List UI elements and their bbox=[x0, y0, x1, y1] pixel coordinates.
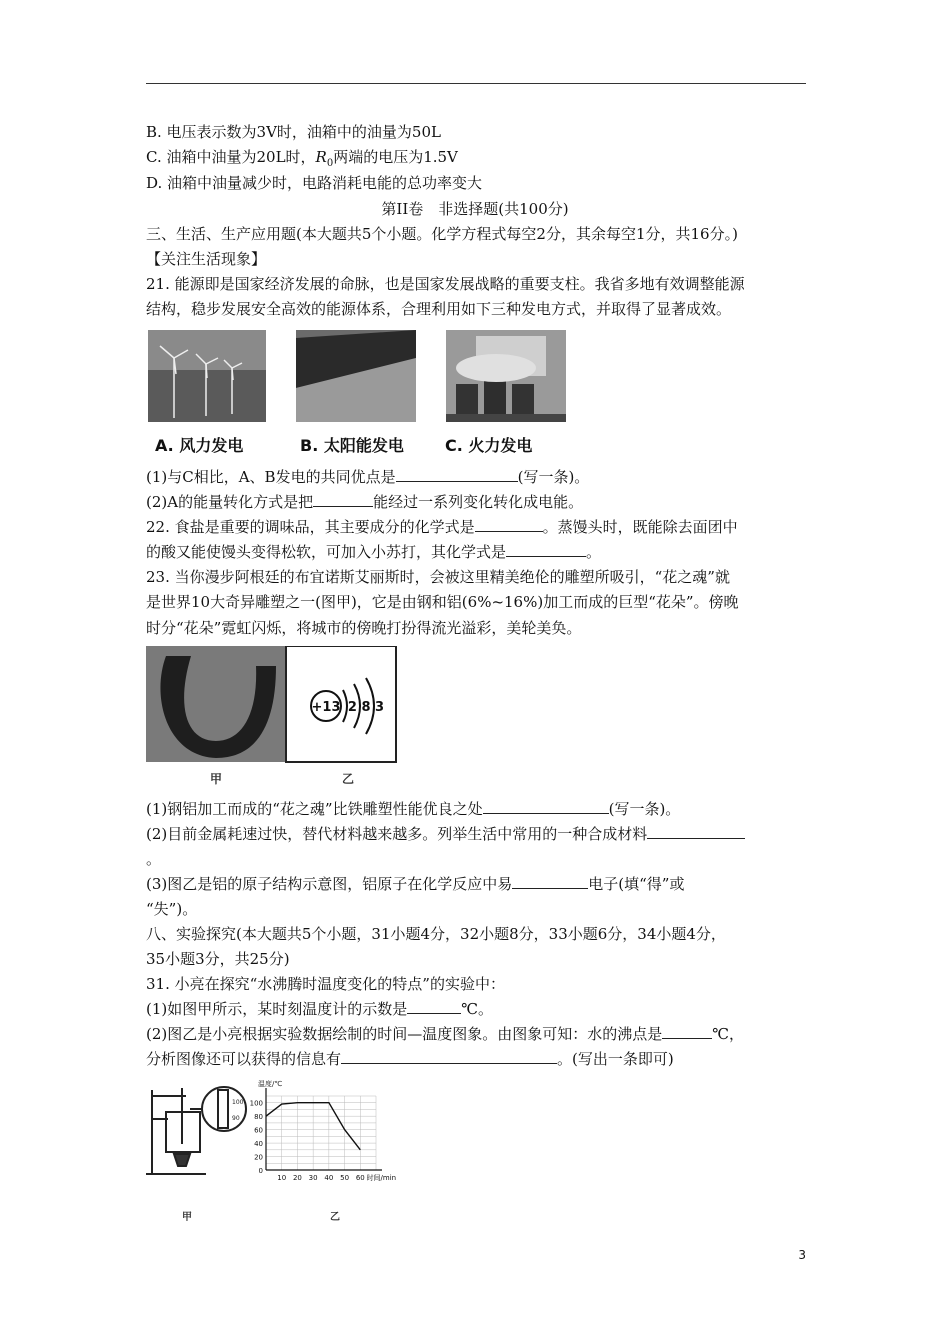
thermometer-90: 90 bbox=[232, 1115, 240, 1122]
q23-3-end: “失”)。 bbox=[146, 900, 198, 918]
y-axis-label: 温度/℃ bbox=[258, 1080, 283, 1088]
x-tick-label: 30 bbox=[308, 1174, 318, 1182]
y-tick-label: 20 bbox=[254, 1153, 263, 1162]
label-wind: A. 风力发电 bbox=[155, 436, 244, 455]
section-8-header: 八、实验探究(本大题共5个小题，31小题4分，32小题8分，33小题6分，34小题4分， bbox=[146, 925, 726, 943]
caption-yi-3: 乙 bbox=[330, 1212, 340, 1223]
q31-2: (2)图乙是小亮根据实验数据绘制的时间—温度图象。由图象可知：水的沸点是 ℃， bbox=[146, 1025, 745, 1043]
y-tick-label: 60 bbox=[254, 1126, 263, 1135]
q31-3: 分析图像还可以获得的信息有 。(写出一条即可) bbox=[146, 1050, 674, 1068]
x-tick-label: 10 bbox=[277, 1174, 287, 1182]
q21-2: (2)A的能量转化方式是把 能经过一系列变化转化成电能。 bbox=[146, 493, 584, 511]
q23-text-3: 时分“花朵”霓虹闪烁，将城市的傍晚打扮得流光溢彩，美轮美奂。 bbox=[146, 619, 582, 637]
x-tick-label: 40 bbox=[324, 1174, 334, 1182]
nucleus-label: +13 bbox=[311, 700, 341, 715]
q23-3: (3)图乙是铝的原子结构示意图，铝原子在化学反应中易 电子(填“得”或 bbox=[146, 875, 685, 893]
q31-1: (1)如图甲所示，某时刻温度计的示数是 ℃。 bbox=[146, 1000, 494, 1018]
q23-2-end: 。 bbox=[146, 850, 162, 868]
label-solar: B. 太阳能发电 bbox=[300, 436, 404, 455]
q23-text-1: 23. 当你漫步阿根廷的布宜诺斯艾丽斯时，会被这里精美绝伦的雕塑所吸引，“花之魂”就 bbox=[146, 568, 730, 586]
q22-1: 22. 食盐是重要的调味品，其主要成分的化学式是 。蒸馒头时，既能除去面团中 bbox=[146, 518, 738, 536]
q21-1: (1)与C相比，A、B发电的共同优点是 (写一条)。 bbox=[146, 468, 590, 486]
sculpture-atom-figure bbox=[146, 646, 398, 766]
q23-2: (2)目前金属耗速过快，替代材料越来越多。列举生活中常用的一种合成材料 bbox=[146, 824, 745, 844]
y-tick-label: 0 bbox=[258, 1167, 263, 1175]
boiling-experiment-figure bbox=[146, 1074, 416, 1202]
x-tick-label: 50 bbox=[340, 1174, 350, 1182]
q21-text-1: 21. 能源即是国家经济发展的命脉，也是国家发展战略的重要支柱。我省多地有效调整能源 bbox=[146, 275, 745, 293]
shell-labels: 2 8 3 bbox=[347, 700, 385, 715]
header-rule bbox=[146, 83, 806, 84]
caption-jia-2: 甲 bbox=[210, 772, 223, 786]
thermometer-100: 100 bbox=[232, 1099, 244, 1106]
q31: 31. 小亮在探究“水沸腾时温度变化的特点”的实验中： bbox=[146, 975, 505, 993]
q21-text-2: 结构，稳步发展安全高效的能源体系，合理利用如下三种发电方式，并取得了显著成效。 bbox=[146, 300, 732, 318]
x-axis-label: 时间/min bbox=[366, 1174, 397, 1182]
subsection-header: 【关注生活现象】 bbox=[146, 250, 267, 268]
q23-1: (1)钢铝加工而成的“花之魂”比铁雕塑性能优良之处 (写一条)。 bbox=[146, 800, 681, 818]
y-tick-label: 100 bbox=[249, 1099, 263, 1108]
apparatus-drawing bbox=[146, 1087, 246, 1174]
page-number: 3 bbox=[798, 1248, 806, 1262]
option-b: B. 电压表示数为3V时，油箱中的油量为50L bbox=[146, 123, 441, 141]
q23-text-2: 是世界10大奇异雕塑之一(图甲)，它是由钢和铝(6%~16%)加工而成的巨型“花朵”。傍晚 bbox=[146, 593, 739, 611]
q22-2: 的酸又能使馒头变得松软，可加入小苏打，其化学式是 。 bbox=[146, 543, 602, 561]
power-photos bbox=[146, 328, 568, 426]
option-c: C. 油箱中油量为20L时，$R_0$两端的电压为1.5V bbox=[146, 148, 458, 169]
caption-yi-2: 乙 bbox=[342, 772, 355, 786]
option-d: D. 油箱中油量减少时，电路消耗电能的总功率变大 bbox=[146, 174, 483, 192]
section-8-header-2: 35小题3分，共25分) bbox=[146, 950, 290, 968]
section-3-header: 三、生活、生产应用题(本大题共5个小题。化学方程式每空2分，其余每空1分，共16分。) bbox=[146, 225, 738, 243]
temperature-time-chart bbox=[250, 1079, 397, 1182]
y-tick-label: 80 bbox=[254, 1113, 263, 1122]
x-tick-label: 20 bbox=[292, 1174, 302, 1182]
y-tick-label: 40 bbox=[254, 1140, 263, 1149]
caption-jia-3: 甲 bbox=[182, 1212, 192, 1223]
section-title: 第II卷 非选择题(共100分) bbox=[381, 200, 569, 218]
label-thermal: C. 火力发电 bbox=[445, 436, 533, 455]
x-tick-label: 60 bbox=[355, 1174, 365, 1182]
